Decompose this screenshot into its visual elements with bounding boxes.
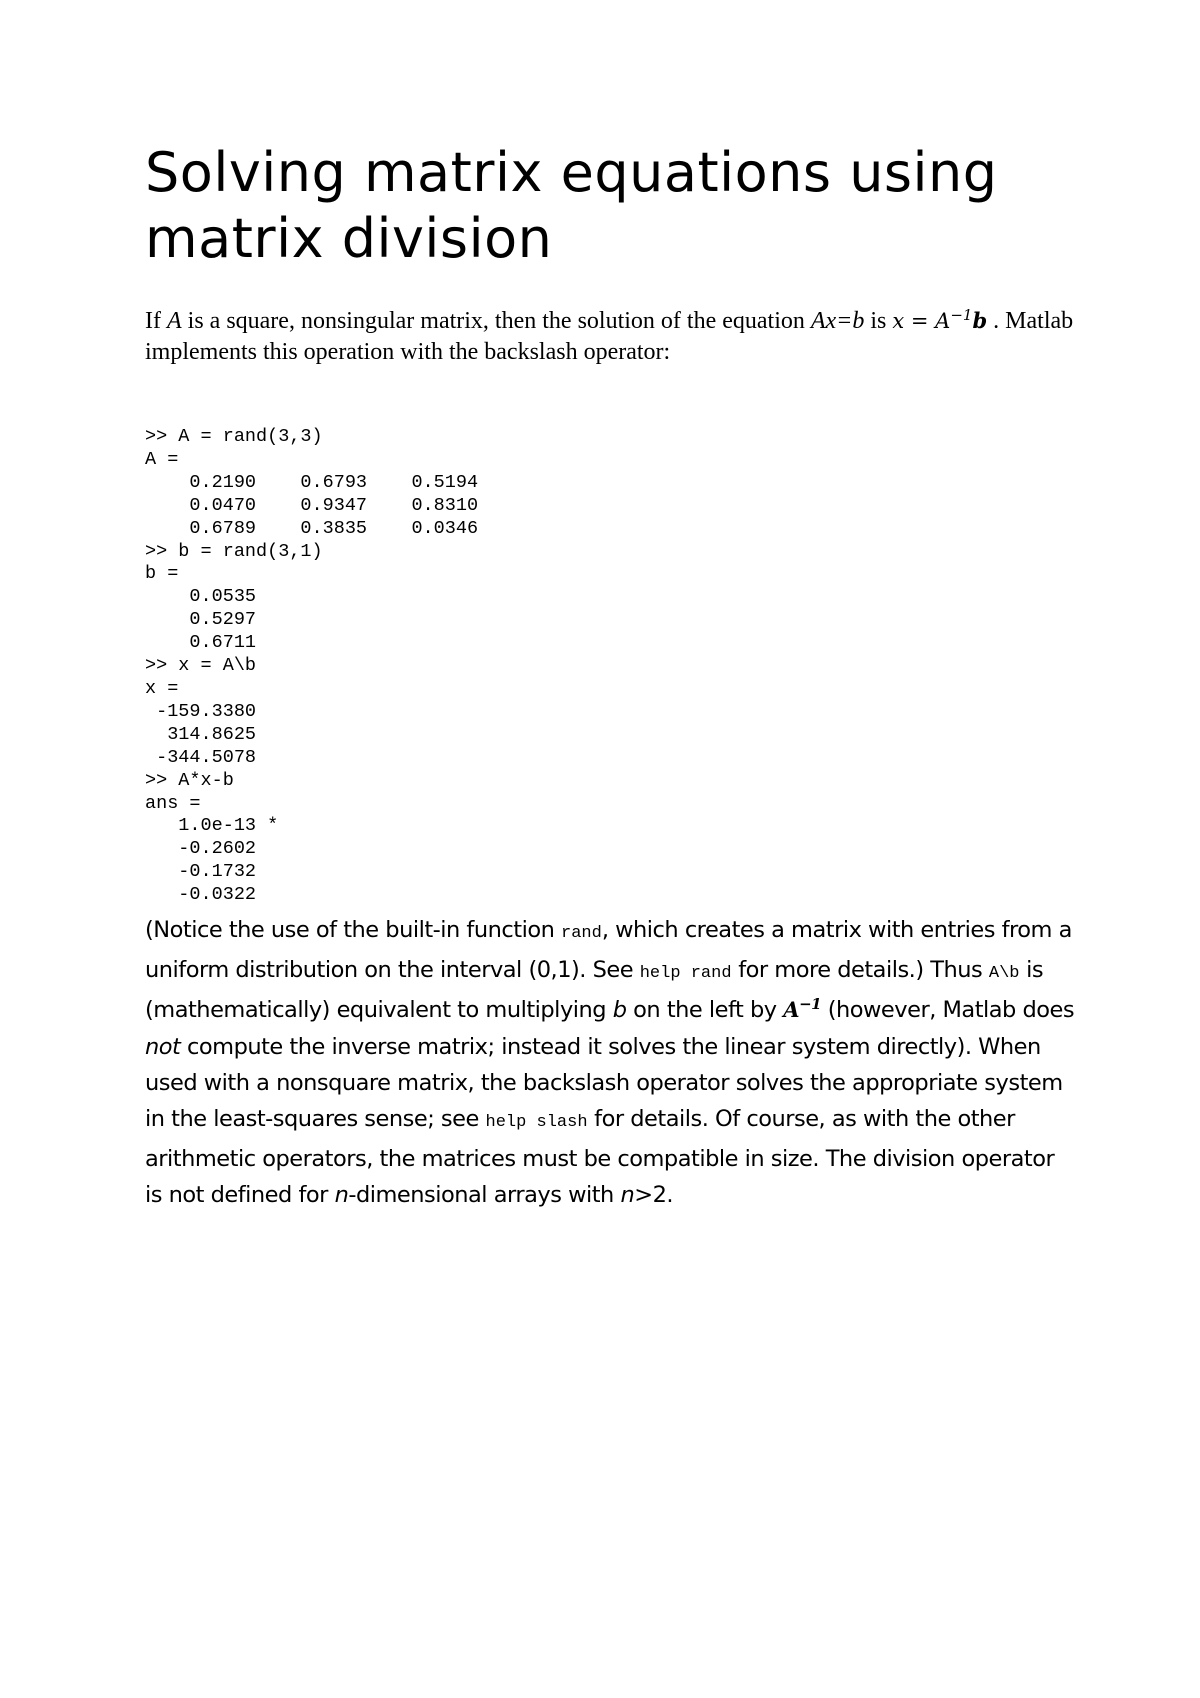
notes-text: -dimensional arrays with [348, 1182, 621, 1209]
variable-a: A [166, 308, 182, 334]
variable-n: n [334, 1182, 349, 1209]
notes-text: (Notice the use of the built-in function [145, 917, 561, 943]
code-line: -344.5078 [145, 746, 257, 768]
code-line: b = [145, 563, 179, 585]
inverse-a-base: A [783, 997, 800, 1023]
notes-text: for more details.) Thus [731, 957, 989, 984]
intro-text: If [145, 308, 167, 334]
notes-text: compute the inverse matrix; instead it solves the linear system directly). When used with a nonsquare matrix, the backslash operator solves the appropriate system in the least-squares sense; see [145, 1033, 1063, 1133]
code-line: -159.3380 [145, 700, 257, 722]
code-line: 0.5297 [145, 609, 257, 631]
code-line: ans = [145, 792, 201, 814]
equation-ax-b: Ax=b [810, 308, 865, 334]
code-line: 0.6789 0.3835 0.0346 [145, 517, 479, 539]
inverse-a-formula [783, 997, 821, 1022]
solution-formula-lhs: x = A [892, 309, 951, 333]
page-title: Solving matrix equations using matrix division [145, 141, 998, 270]
variable-n: n [620, 1182, 635, 1209]
solution-formula [892, 306, 988, 333]
notes-text: on the left by [626, 997, 784, 1024]
code-line: 0.2190 0.6793 0.5194 [145, 471, 479, 493]
code-line: 0.0535 [145, 586, 257, 608]
code-line: -0.0322 [145, 884, 257, 906]
intro-text: . Matlab implements this operation with the backslash operator: [145, 308, 1074, 365]
inverse-a-exponent: −1 [799, 995, 822, 1014]
notes-paragraph [145, 912, 1075, 1214]
intro-paragraph [145, 305, 1075, 368]
notes-text: >2. [634, 1182, 674, 1209]
code-line: 1.0e-13 * [145, 815, 279, 837]
code-line: 0.6711 [145, 632, 257, 654]
notes-text: , which creates a matrix with entries from a uniform distribution on the interval (0,1). See [145, 917, 1072, 984]
solution-formula-rhs: b [972, 308, 988, 333]
code-line: >> x = A\b [145, 655, 257, 677]
code-help-rand: help rand [639, 964, 732, 984]
code-line: -0.1732 [145, 861, 257, 883]
code-line: -0.2602 [145, 838, 257, 860]
solution-formula-exponent: −1 [950, 306, 973, 324]
code-line: >> b = rand(3,1) [145, 540, 323, 562]
code-rand: rand [561, 924, 602, 943]
code-a-backslash-b: A\b [988, 964, 1020, 984]
emphasis-not: not [145, 1033, 181, 1060]
notes-text: is (mathematically) equivalent to multiplying [145, 957, 1044, 1024]
intro-text: is [864, 308, 893, 334]
code-line: A = [145, 448, 179, 470]
code-line: x = [145, 677, 179, 699]
code-line: 314.8625 [145, 723, 257, 745]
variable-b: b [612, 997, 627, 1024]
intro-text: is a square, nonsingular matrix, then the solution of the equation [181, 308, 811, 334]
code-line: >> A = rand(3,3) [145, 426, 323, 447]
notes-text: (however, Matlab does [821, 997, 1075, 1024]
matlab-code-block [145, 426, 478, 907]
code-help-slash: help slash [485, 1113, 588, 1133]
code-line: 0.0470 0.9347 0.8310 [145, 494, 479, 516]
notes-text: for details. Of course, as with the other arithmetic operators, the matrices must be compatible in size. The division operator is not defined for [145, 1106, 1055, 1209]
code-line: >> A*x-b [145, 769, 234, 791]
